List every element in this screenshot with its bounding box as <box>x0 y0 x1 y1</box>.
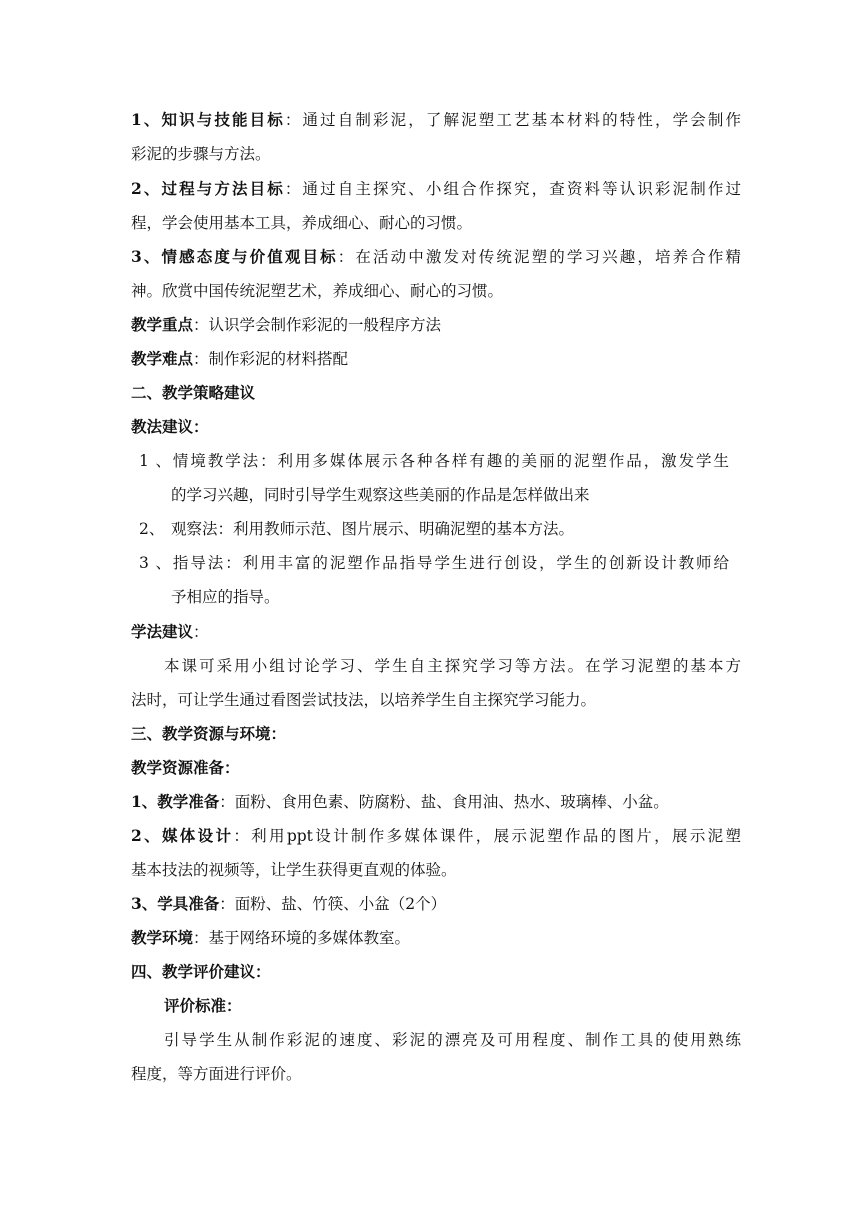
goal-2-line-2: 程，学会使用基本工具，养成细心、耐心的习惯。 <box>131 214 473 232</box>
resource-item-3 <box>131 894 741 914</box>
learning-line-1: 本课可采用小组讨论学习、学生自主探究学习等方法。在学习泥塑的基本方 <box>164 657 741 675</box>
section-3-heading: 三、教学资源与环境： <box>131 724 287 743</box>
method-1-line-1 <box>139 451 729 471</box>
goal-3-line-1 <box>131 247 741 267</box>
resource-item-1-label: 1、教学准备 <box>131 792 220 811</box>
goal-2-label: 2、过程与方法目标 <box>131 179 285 198</box>
resource-prep-heading: 教学资源准备： <box>131 758 240 777</box>
goal-3-label: 3、情感态度与价值观目标 <box>131 247 338 266</box>
resource-item-2-text: ：利用ppt设计制作多媒体课件，展示泥塑作品的图片，展示泥塑 <box>233 827 741 845</box>
resource-item-2-line-2: 基本技法的视频等，让学生获得更直观的体验。 <box>131 861 457 879</box>
difficulty-text: ：制作彩泥的材料搭配 <box>193 350 349 368</box>
goal-1-text: ：通过自制彩泥，了解泥塑工艺基本材料的特性，学会制作 <box>284 111 741 129</box>
evaluation-line-2: 程度，等方面进行评价。 <box>131 1065 302 1083</box>
method-3-text: 指导法：利用丰富的泥塑作品指导学生进行创设，学生的创新设计教师给 <box>171 554 729 572</box>
method-2-number: 2、 <box>139 520 165 538</box>
learning-heading-colon: ： <box>193 623 209 641</box>
goal-1-label: 1、知识与技能目标 <box>131 110 285 129</box>
goal-1-line-1 <box>131 110 741 130</box>
goal-1-line-2: 彩泥的步骤与方法。 <box>131 145 271 163</box>
method-3-number: 3、 <box>139 554 171 572</box>
goal-3-line-2: 神。欣赏中国传统泥塑艺术，养成细心、耐心的习惯。 <box>131 282 504 300</box>
learning-heading-label: 学法建议 <box>131 622 194 641</box>
goal-2-text: ：通过自主探究、小组合作探究，查资料等认识彩泥制作过 <box>284 180 741 198</box>
method-1-line-2: 的学习兴趣，同时引导学生观察这些美丽的作品是怎样做出来 <box>171 486 590 504</box>
resource-item-1-text: ：面粉、食用色素、防腐粉、盐、食用油、热水、玻璃棒、小盆。 <box>219 793 669 811</box>
method-1-number: 1、 <box>139 452 171 470</box>
method-3-line-2: 予相应的指导。 <box>171 588 280 606</box>
resource-item-3-label: 3、学具准备 <box>131 894 220 913</box>
key-point-label: 教学重点 <box>131 315 194 334</box>
method-2-text: 观察法：利用教师示范、图片展示、明确泥塑的基本方法。 <box>171 520 575 538</box>
resource-item-2-line-1 <box>131 826 741 846</box>
resource-item-1 <box>131 792 741 812</box>
section-2-heading: 二、教学策略建议 <box>131 383 256 402</box>
resource-item-2-label: 2、媒体设计 <box>131 826 234 845</box>
teaching-environment <box>131 928 741 948</box>
environment-text: ：基于网络环境的多媒体教室。 <box>193 929 411 947</box>
evaluation-line-1: 引导学生从制作彩泥的速度、彩泥的漂亮及可用程度、制作工具的使用熟练 <box>164 1031 741 1049</box>
environment-label: 教学环境 <box>131 928 194 947</box>
teaching-methods-heading: 教法建议： <box>131 417 209 436</box>
goal-3-text: ：在活动中激发对传统泥塑的学习兴趣，培养合作精 <box>337 248 741 266</box>
learning-methods-heading <box>131 622 741 642</box>
section-4-heading: 四、教学评价建议： <box>131 962 271 981</box>
key-point <box>131 315 741 335</box>
criteria-heading: 评价标准： <box>164 996 242 1015</box>
learning-line-2: 法时，可让学生通过看图尝试技法，以培养学生自主探究学习能力。 <box>131 691 597 709</box>
key-point-text: ：认识学会制作彩泥的一般程序方法 <box>193 316 442 334</box>
method-2-line-1 <box>139 519 729 539</box>
method-3-line-1 <box>139 553 729 573</box>
difficulty <box>131 349 741 369</box>
difficulty-label: 教学难点 <box>131 349 194 368</box>
method-1-text: 情境教学法：利用多媒体展示各种各样有趣的美丽的泥塑作品，激发学生 <box>171 452 729 470</box>
goal-2-line-1 <box>131 179 741 199</box>
resource-item-3-text: ：面粉、盐、竹筷、小盆（2个） <box>219 895 447 913</box>
